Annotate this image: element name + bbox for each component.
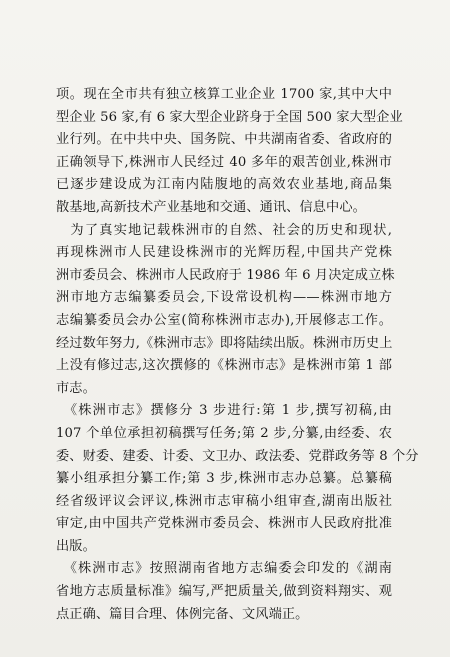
text-line: 志编纂委员会办公室(简称株洲市志办),开展修志工作。 (56, 312, 392, 328)
body-text (56, 84, 419, 626)
paragraph (56, 84, 403, 220)
text-line: 107 个单位承担初稿撰写任务;第 2 步,分纂,由经委、农 (56, 425, 392, 441)
text-line: 正确领导下,株洲市人民经过 40 多年的艰苦创业,株洲市 (56, 154, 392, 170)
text-line: 上没有修过志,这次撰修的《株洲市志》是株洲市第 1 部 (56, 358, 392, 374)
text-line: 经过数年努力,《株洲市志》即将陆续出版。株洲市历史上 (56, 335, 393, 351)
text-line: 纂小组承担分纂工作;第 3 步,株洲市志办总纂。总纂稿 (56, 471, 392, 487)
paragraph (56, 220, 395, 401)
text-line: 出版。 (56, 538, 96, 554)
text-line: 市志。 (56, 380, 96, 396)
text-line: 省地方志质量标准》编写,严把质量关,做到资料翔实、观 (56, 584, 392, 600)
text-line: 型企业 56 家,有 6 家大型企业跻身于全国 500 家大型企业 (56, 109, 403, 125)
paragraph (56, 400, 419, 558)
text-line: 业行列。在中共中央、国务院、中共湖南省委、省政府的 (56, 132, 392, 148)
text-line: 经省级评议会评议,株洲市志审稿小组审查,湖南出版社 (56, 493, 392, 509)
text-line: 委、财委、建委、计委、文卫办、政法委、党群政务等 8 个分 (56, 448, 419, 464)
text-line: 《株洲市志》撰修分 3 步进行:第 1 步,撰写初稿,由 (56, 403, 392, 419)
text-line: 项。现在全市共有独立核算工业企业 1700 家,其中大中 (56, 87, 392, 102)
text-line: 洲市委员会、株洲市人民政府于 1986 年 6 月决定成立株 (56, 267, 395, 283)
text-line: 再现株洲市人民建设株洲市的光辉历程,中国共产党株 (56, 245, 392, 261)
text-line: 洲市地方志编纂委员会,下设常设机构——株洲市地方 (56, 290, 392, 306)
text-line: 《株洲市志》按照湖南省地方志编委会印发的《湖南 (56, 561, 392, 577)
text-line: 点正确、篇目合理、体例完备、文风端正。 (56, 606, 309, 622)
paragraph (56, 558, 392, 626)
text-line: 审定,由中国共产党株洲市委员会、株洲市人民政府批准 (56, 516, 392, 532)
text-line: 已逐步建设成为江南内陆腹地的高效农业基地,商品集 (56, 177, 392, 193)
text-line: 散基地,高新技术产业基地和交通、通讯、信息中心。 (56, 199, 366, 215)
text-line: 为了真实地记载株洲市的自然、社会的历史和现状, (56, 222, 392, 238)
